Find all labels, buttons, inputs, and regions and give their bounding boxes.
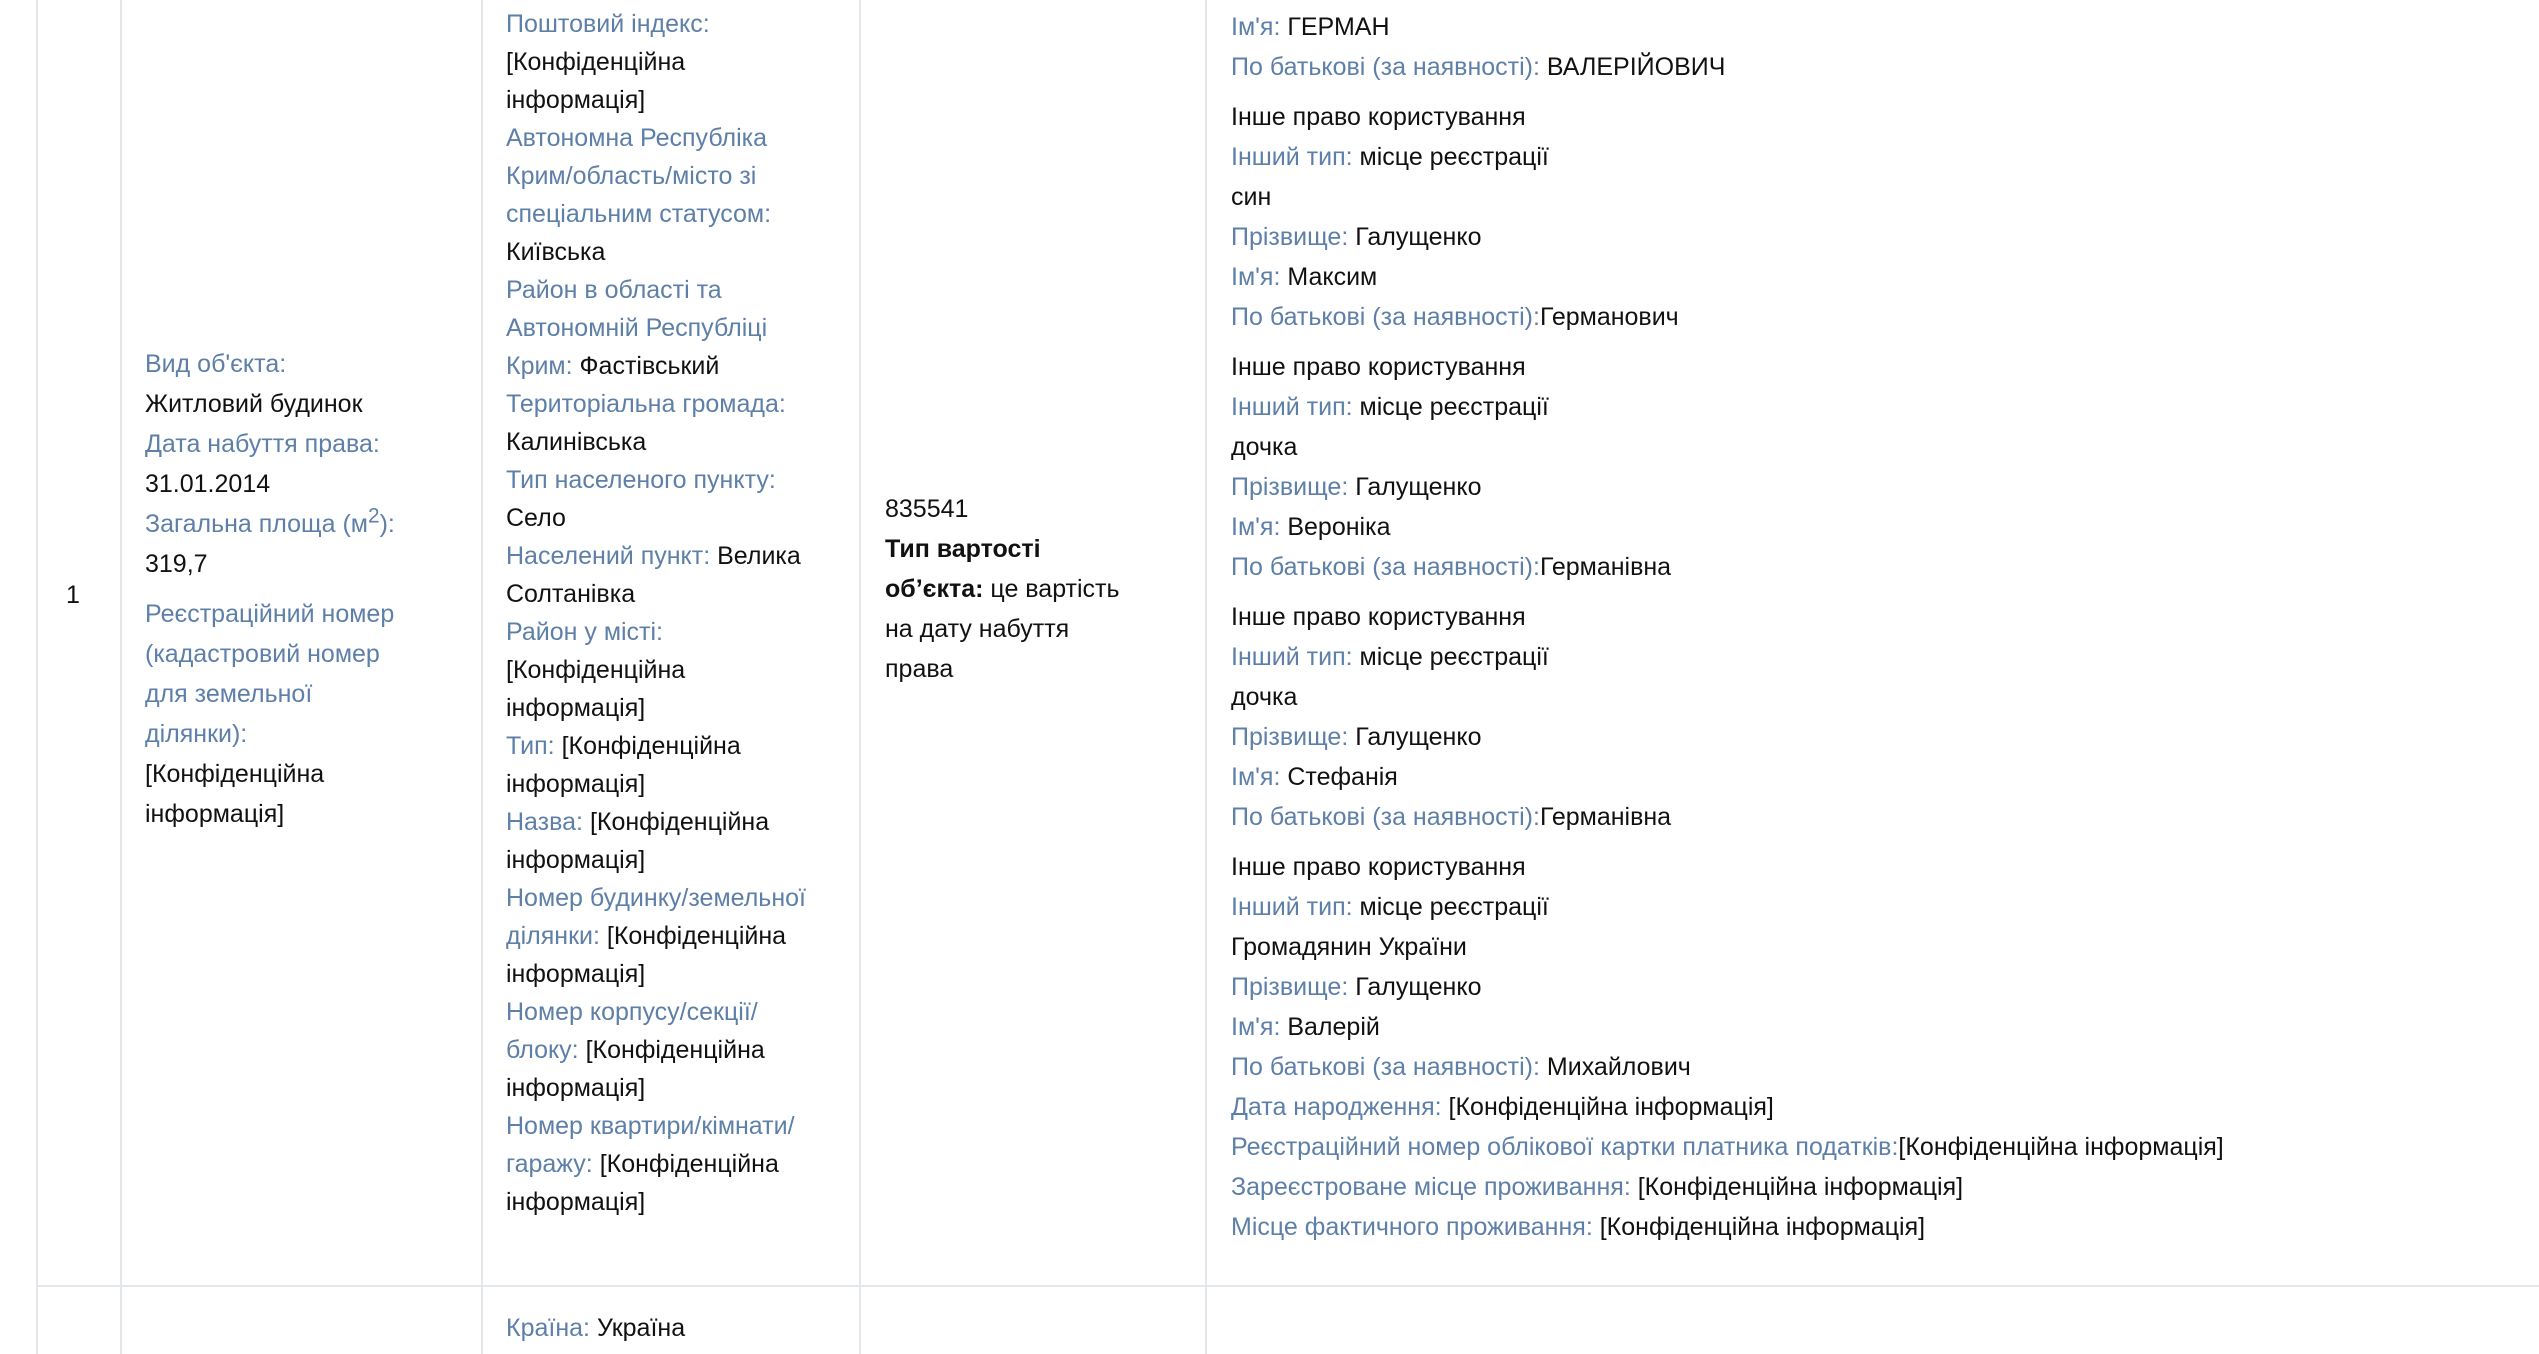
holder-patronymic: По батькові (за наявності):Германівна (1231, 803, 1672, 831)
object-cell (145, 344, 470, 834)
street-name-value-cont: інформація] (506, 846, 646, 874)
settlement-line (506, 537, 851, 575)
column-divider-4 (1205, 0, 1207, 1354)
country-value: Україна (596, 1314, 686, 1342)
holder-other-type: Інший тип: місце реєстрації (1231, 143, 1549, 171)
holder-surname: Прізвище: Галущенко (1231, 473, 1482, 501)
apartment-number-label-end: гаражу: (506, 1150, 593, 1178)
registration-number-label: Реєстраційний номер (кадастровий номер для земельної ділянки): (145, 600, 395, 748)
community-label: Територіальна громада: (506, 390, 786, 418)
table-border-left (36, 0, 38, 1354)
address-cell (506, 5, 851, 1221)
holder-relation: син (1231, 183, 1272, 211)
holder-block (1231, 97, 2531, 337)
holder-name: Ім'я: Максим (1231, 263, 1378, 291)
holder-block-last (1231, 847, 2531, 1247)
house-number-value: [Конфіденційна (606, 922, 787, 950)
apartment-number-line (506, 1145, 851, 1183)
street-type-line (506, 727, 851, 765)
holder-other-type: Інший тип: місце реєстрації (1231, 643, 1549, 671)
holder-actual-residence: Місце фактичного проживання: [Конфіденційна інформація] (1231, 1213, 1926, 1241)
holder-patronymic: По батькові (за наявності):Германович (1231, 303, 1679, 331)
block-number-value-cont: інформація] (506, 1074, 646, 1102)
postal-code-value: [Конфіденційна інформація] (506, 48, 686, 114)
street-name-label: Назва: (506, 808, 583, 836)
cost-type-line (885, 569, 1195, 609)
holder-relation: дочка (1231, 683, 1298, 711)
acquisition-date-value: 31.01.2014 (145, 470, 271, 498)
acquisition-date-label: Дата набуття права: (145, 430, 380, 458)
street-type-value: [Конфіденційна (561, 732, 741, 760)
owner-block (1231, 7, 2531, 87)
house-number-line (506, 917, 851, 955)
holder-tax-number: Реєстраційний номер облікової картки платника податків:[Конфіденційна інформація] (1231, 1133, 2224, 1161)
block-number-label: Номер корпусу/секції/ (506, 998, 758, 1026)
holder-right-type: Інше право користування (1231, 103, 1526, 131)
object-type-value: Житловий будинок (145, 390, 363, 418)
owner-patronymic: По батькові (за наявності): ВАЛЕРІЙОВИЧ (1231, 53, 1726, 81)
cost-type-value-cont-1: на дату набуття (885, 615, 1070, 643)
holder-surname: Прізвище: Галущенко (1231, 973, 1482, 1001)
house-number-label-end: ділянки: (506, 922, 600, 950)
holder-right-type: Інше право користування (1231, 353, 1526, 381)
settlement-value: Велика (717, 542, 801, 570)
block-number-value: [Конфіденційна (585, 1036, 765, 1064)
holder-birth-date: Дата народження: [Конфіденційна інформація] (1231, 1093, 1774, 1121)
object-type-label: Вид об'єкта: (145, 350, 287, 378)
owner-first-name: Ім'я: ГЕРМАН (1231, 13, 1390, 41)
holder-registered-residence: Зареєстроване місце проживання: [Конфіденційна інформація] (1231, 1173, 1964, 1201)
holder-patronymic: По батькові (за наявності):Германівна (1231, 553, 1672, 581)
holder-patronymic: По батькові (за наявності): Михайлович (1231, 1053, 1691, 1081)
country-label: Країна: (506, 1314, 590, 1342)
holder-relation: Громадянин України (1231, 933, 1467, 961)
settlement-label: Населений пункт: (506, 542, 711, 570)
registration-number-value: [Конфіденційна інформація] (145, 760, 325, 828)
district-line (506, 347, 851, 385)
holder-name: Ім'я: Вероніка (1231, 513, 1391, 541)
total-area-value: 319,7 (145, 550, 208, 578)
apartment-number-value-cont: інформація] (506, 1188, 646, 1216)
house-number-value-cont: інформація] (506, 960, 646, 988)
apartment-number-value: [Конфіденційна (599, 1150, 779, 1178)
postal-code-label: Поштовий індекс: (506, 10, 710, 38)
region-label: Автономна Республіка Крим/область/місто зі спеціальним статусом: (506, 124, 772, 228)
holder-right-type: Інше право користування (1231, 603, 1526, 631)
holder-name: Ім'я: Валерій (1231, 1013, 1380, 1041)
community-value: Калинівська (506, 428, 647, 456)
street-type-label: Тип: (506, 732, 555, 760)
cost-type-value-cont-2: права (885, 655, 954, 683)
holder-surname: Прізвище: Галущенко (1231, 723, 1482, 751)
cost-type-value: це вартість (990, 575, 1120, 603)
settlement-type-value: Село (506, 504, 566, 532)
cost-value: 835541 (885, 495, 969, 523)
holder-relation: дочка (1231, 433, 1298, 461)
column-divider-3 (859, 0, 861, 1354)
street-name-value: [Конфіденційна (589, 808, 770, 836)
apartment-number-label: Номер квартири/кімнати/ (506, 1112, 795, 1140)
holder-surname: Прізвище: Галущенко (1231, 223, 1482, 251)
house-number-label: Номер будинку/земельної (506, 884, 806, 912)
city-district-value: [Конфіденційна інформація] (506, 656, 686, 722)
rights-cell (1231, 7, 2531, 1257)
cost-type-label-end: об’єкта: (885, 575, 984, 603)
block-number-line (506, 1031, 851, 1069)
district-value: Фастівський (579, 352, 720, 380)
street-name-line (506, 803, 851, 841)
holder-block (1231, 347, 2531, 587)
settlement-value-cont: Солтанівка (506, 580, 636, 608)
holder-other-type: Інший тип: місце реєстрації (1231, 893, 1549, 921)
holder-block (1231, 597, 2531, 837)
cost-cell (885, 489, 1195, 689)
block-number-label-end: блоку: (506, 1036, 579, 1064)
next-row-country (506, 1308, 685, 1348)
row-number: 1 (66, 581, 80, 609)
column-divider-1 (120, 0, 122, 1354)
street-type-value-cont: інформація] (506, 770, 646, 798)
cost-type-label: Тип вартості (885, 535, 1041, 563)
district-label: Район в області та Автономній Республіці (506, 276, 768, 342)
total-area-label: Загальна площа $(м^2)$: (145, 504, 395, 538)
column-divider-2 (481, 0, 483, 1354)
city-district-label: Район у місті: (506, 618, 664, 646)
holder-name: Ім'я: Стефанія (1231, 763, 1398, 791)
row-divider (36, 1285, 2539, 1287)
settlement-type-label: Тип населеного пункту: (506, 466, 776, 494)
region-value: Київська (506, 238, 606, 266)
holder-right-type: Інше право користування (1231, 853, 1526, 881)
district-label-end: Крим: (506, 352, 573, 380)
holder-other-type: Інший тип: місце реєстрації (1231, 393, 1549, 421)
